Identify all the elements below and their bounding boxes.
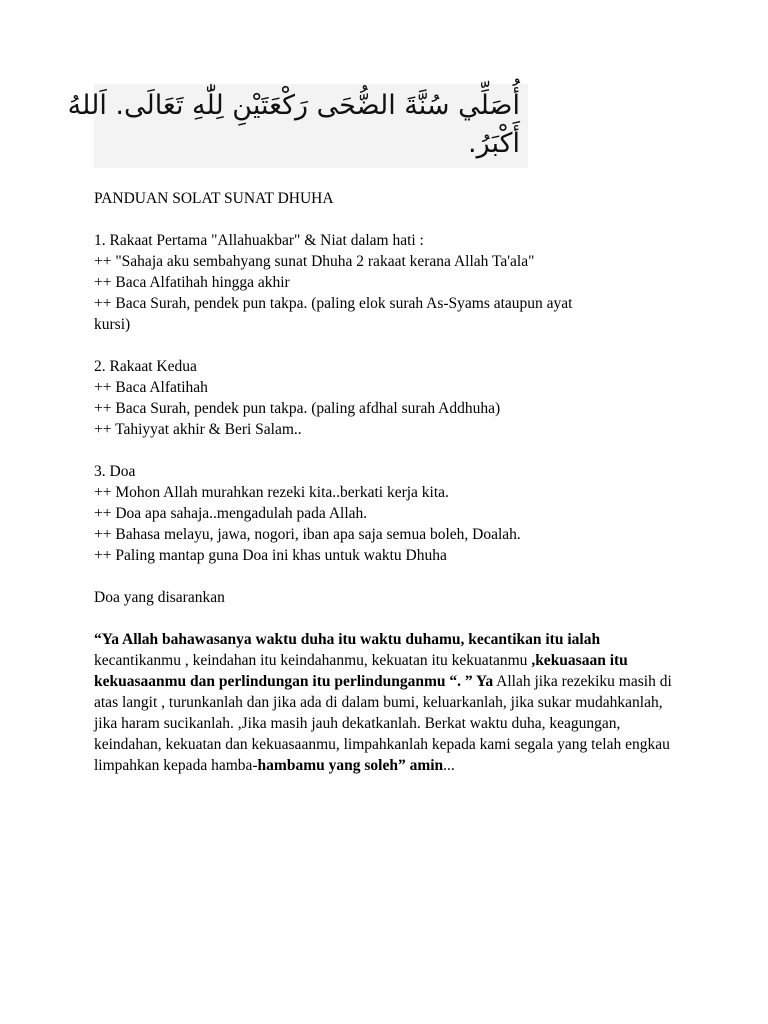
doa-paragraph	[94, 629, 684, 776]
section-3-heading: 3. Doa	[94, 463, 136, 480]
document-title: PANDUAN SOLAT SUNAT DHUHA	[94, 190, 334, 207]
section-2-heading: 2. Rakaat Kedua	[94, 358, 197, 375]
section-1-item: kursi)	[94, 316, 131, 333]
section-3-item: ++ Paling mantap guna Doa ini khas untuk waktu Dhuha	[94, 547, 447, 564]
arabic-niat-line-1: أُصَلِّي سُنَّةَ الضُّحَى رَكْعَتَيْنِ لِلّٰهِ تَعَالَى. اَللهُ	[67, 90, 520, 121]
section-2-item: ++ Baca Alfatihah	[94, 379, 208, 396]
doa-text-segment: Allah jika rezekiku masih di atas langit , turunkanlah dan jika ada di dalam bumi, keluarkanlah, jika sukar mudahkanlah, jika haram sucikanlah. ,Jika masih jauh dekatkanlah. Berkat waktu duha, keagungan, keindahan, kekuatan dan kekuasaanmu, limpahkanlah kepada kami segala yang telah engkau limpahkan kepada hamba-	[94, 673, 672, 774]
section-1-item: ++ Baca Alfatihah hingga akhir	[94, 274, 290, 291]
doa-text-segment: ...	[443, 757, 455, 774]
doa-bold-segment: ,kekuasaan itu kekuasaanmu dan perlindungan itu perlindunganmu “. ” Ya	[94, 652, 628, 690]
section-3-item: ++ Mohon Allah murahkan rezeki kita..berkati kerja kita.	[94, 484, 449, 501]
arabic-niat-image	[67, 84, 528, 168]
section-3-item: ++ Bahasa melayu, jawa, nogori, iban apa saja semua boleh, Doalah.	[94, 526, 521, 543]
section-2-item: ++ Baca Surah, pendek pun takpa. (paling afdhal surah Addhuha)	[94, 400, 501, 417]
section-1-item: ++ Baca Surah, pendek pun takpa. (paling elok surah As-Syams ataupun ayat	[94, 295, 573, 312]
doa-bold-segment: “Ya Allah bahawasanya waktu duha itu waktu duhamu, kecantikan itu ialah	[94, 631, 601, 648]
section-1-heading: 1. Rakaat Pertama "Allahuakbar" & Niat dalam hati :	[94, 232, 424, 249]
section-2-item: ++ Tahiyyat akhir & Beri Salam..	[94, 421, 302, 438]
arabic-niat-line-2: أَكْبَرُ.	[468, 128, 520, 159]
section-3-item: ++ Doa apa sahaja..mengadulah pada Allah.	[94, 505, 368, 522]
doa-heading: Doa yang disarankan	[94, 589, 225, 606]
section-1-item: ++ "Sahaja aku sembahyang sunat Dhuha 2 rakaat kerana Allah Ta'ala"	[94, 253, 535, 270]
doa-bold-segment: hambamu yang soleh” amin	[257, 757, 444, 774]
document-body	[94, 188, 684, 776]
doa-text-segment: kecantikanmu , keindahan itu keindahanmu, kekuatan itu kekuatanmu	[94, 652, 532, 669]
